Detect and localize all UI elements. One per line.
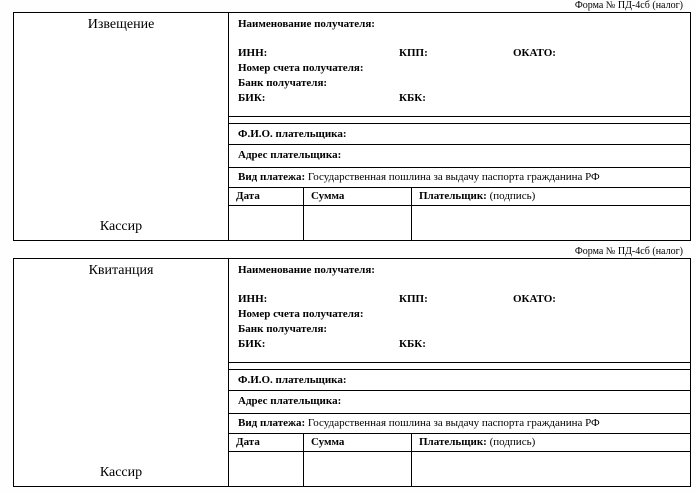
section-title: Извещение bbox=[87, 17, 155, 32]
account-number-label: Номер счета получателя: bbox=[238, 62, 364, 74]
recipient-name-label: Наименование получателя: bbox=[238, 264, 375, 276]
inn-label: ИНН: bbox=[238, 293, 268, 305]
kbk-label: КБК: bbox=[399, 92, 426, 104]
inn-kpp-okato-line bbox=[238, 292, 681, 307]
payment-type-row bbox=[229, 168, 690, 188]
inn-kpp-okato-line bbox=[238, 46, 681, 61]
payer-address-row: Адрес плательщика: bbox=[229, 391, 690, 414]
payer-signature-cell bbox=[412, 206, 690, 240]
sum-column-header: Сумма bbox=[304, 434, 412, 451]
sum-cell bbox=[304, 452, 412, 486]
payer-signature-cell bbox=[412, 452, 690, 486]
bik-kbk-line bbox=[238, 337, 681, 352]
okato-label: ОКАТО: bbox=[513, 293, 556, 305]
recipient-block bbox=[229, 259, 690, 363]
kpp-label: КПП: bbox=[399, 47, 428, 59]
payment-table-header bbox=[229, 188, 690, 206]
payment-table-empty-row bbox=[229, 452, 690, 486]
section-receipt bbox=[0, 246, 697, 487]
signature-note: (подпись) bbox=[489, 190, 536, 202]
payer-column-header bbox=[412, 434, 690, 451]
blank-line bbox=[238, 32, 681, 46]
payment-table bbox=[229, 434, 690, 486]
sum-cell bbox=[304, 206, 412, 240]
payer-column-header bbox=[412, 188, 690, 205]
cashier-label: Кассир bbox=[99, 219, 143, 234]
date-cell bbox=[229, 206, 304, 240]
notice-right-column bbox=[229, 13, 690, 240]
blank-line bbox=[238, 278, 681, 292]
signature-note: (подпись) bbox=[489, 436, 536, 448]
section-title: Квитанция bbox=[88, 263, 154, 278]
receipt-right-column bbox=[229, 259, 690, 486]
bank-label: Банк получателя: bbox=[238, 77, 328, 89]
section-notice bbox=[0, 0, 697, 241]
payment-type-label: Вид платежа: bbox=[238, 417, 306, 429]
date-cell bbox=[229, 452, 304, 486]
payment-table-header bbox=[229, 434, 690, 452]
payer-header-label: Плательщик: bbox=[419, 190, 487, 202]
notice-box bbox=[13, 12, 691, 241]
form-number-label: Форма № ПД-4сб (налог) bbox=[574, 246, 683, 257]
payer-address-row: Адрес плательщика: bbox=[229, 145, 690, 168]
payment-table-empty-row bbox=[229, 206, 690, 240]
bik-label: БИК: bbox=[238, 92, 266, 104]
payment-type-value: Государственная пошлина за выдачу паспорта гражданина РФ bbox=[307, 417, 600, 429]
notice-left-column bbox=[14, 13, 229, 240]
kbk-label: КБК: bbox=[399, 338, 426, 350]
bank-label: Банк получателя: bbox=[238, 323, 328, 335]
payment-table bbox=[229, 188, 690, 240]
bik-label: БИК: bbox=[238, 338, 266, 350]
date-column-header: Дата bbox=[229, 434, 304, 451]
payment-type-row bbox=[229, 414, 690, 434]
payer-header-label: Плательщик: bbox=[419, 436, 487, 448]
receipt-box bbox=[13, 258, 691, 487]
bik-kbk-line bbox=[238, 91, 681, 106]
okato-label: ОКАТО: bbox=[513, 47, 556, 59]
recipient-name-label: Наименование получателя: bbox=[238, 18, 375, 30]
receipt-left-column bbox=[14, 259, 229, 486]
payer-fio-row: Ф.И.О. плательщика: bbox=[229, 369, 690, 391]
sum-column-header: Сумма bbox=[304, 188, 412, 205]
date-column-header: Дата bbox=[229, 188, 304, 205]
kpp-label: КПП: bbox=[399, 293, 428, 305]
inn-label: ИНН: bbox=[238, 47, 268, 59]
payer-fio-row: Ф.И.О. плательщика: bbox=[229, 123, 690, 145]
recipient-block bbox=[229, 13, 690, 117]
payment-type-value: Государственная пошлина за выдачу паспорта гражданина РФ bbox=[307, 171, 600, 183]
cashier-label: Кассир bbox=[99, 465, 143, 480]
form-number-label: Форма № ПД-4сб (налог) bbox=[574, 0, 683, 11]
payment-type-label: Вид платежа: bbox=[238, 171, 306, 183]
account-number-label: Номер счета получателя: bbox=[238, 308, 364, 320]
